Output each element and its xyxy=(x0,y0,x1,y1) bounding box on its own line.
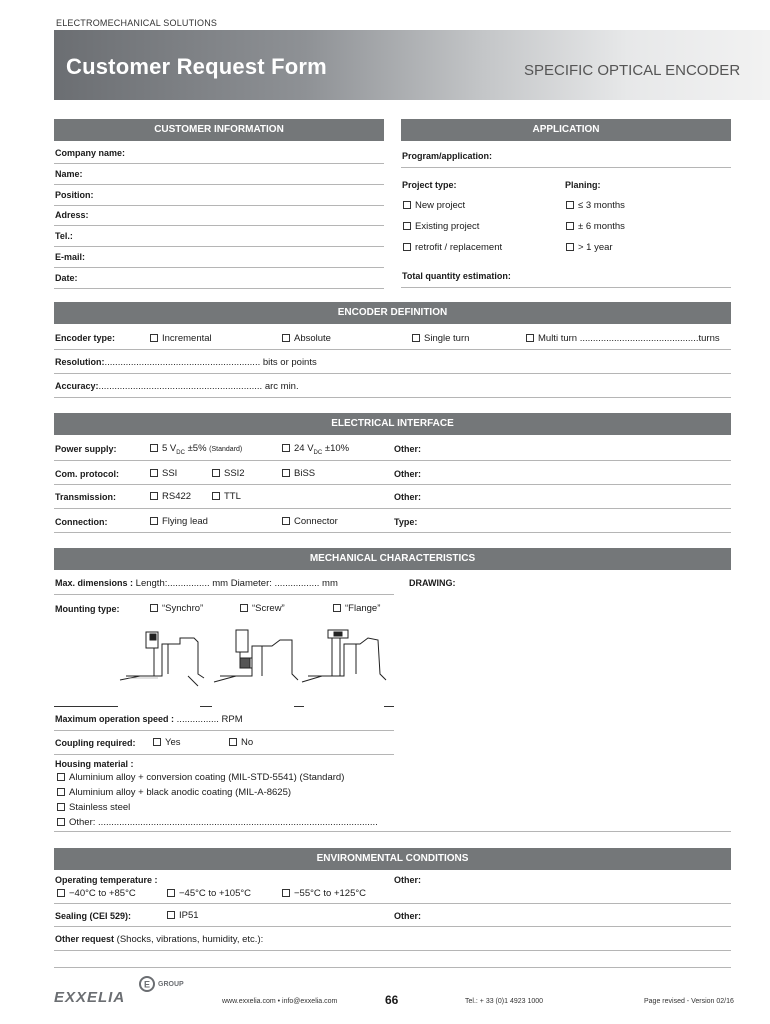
checkbox[interactable] xyxy=(282,517,290,525)
planing-option[interactable] xyxy=(566,242,613,253)
option-label: Other: .......................................................................................................... xyxy=(69,817,378,828)
option-label: −40°C to +85°C xyxy=(69,888,136,899)
temp-45-105-option[interactable] xyxy=(167,888,251,899)
accuracy-blank: .............................................................. arc min. xyxy=(98,381,299,392)
screw-mount-drawing xyxy=(212,628,302,688)
customer-field-divider xyxy=(54,267,384,268)
svg-text:E: E xyxy=(143,979,151,990)
temperature-other-label[interactable]: Other: xyxy=(394,875,421,885)
checkbox[interactable] xyxy=(153,738,161,746)
group-logo-icon xyxy=(138,975,156,993)
divider xyxy=(54,730,394,731)
checkbox[interactable] xyxy=(229,738,237,746)
option-label: BiSS xyxy=(294,468,316,479)
divider xyxy=(54,967,731,968)
divider xyxy=(54,950,731,951)
checkbox[interactable] xyxy=(150,469,158,477)
planing-label: Planing: xyxy=(565,180,601,190)
option-label: Existing project xyxy=(415,221,480,232)
accuracy-label: Accuracy: xyxy=(55,381,99,391)
environmental-conditions-header: ENVIRONMENTAL CONDITIONS xyxy=(54,848,731,870)
option-label: “Synchro” xyxy=(162,603,204,614)
sealing-ip51-option[interactable] xyxy=(167,910,199,921)
subscript: DC xyxy=(176,449,185,456)
option-label: “Screw” xyxy=(252,603,285,614)
transmission-label: Transmission: xyxy=(55,492,117,502)
customer-field-divider xyxy=(54,163,384,164)
divider xyxy=(54,532,731,533)
power-5v-option[interactable] xyxy=(150,443,242,456)
program-divider xyxy=(401,167,731,168)
option-label: IP51 xyxy=(179,910,199,921)
option-label: −55°C to +125°C xyxy=(294,888,367,899)
connection-label: Connection: xyxy=(55,517,108,527)
customer-field-divider xyxy=(54,184,384,185)
max-dimensions-field[interactable] xyxy=(55,578,338,589)
drawing-baseline xyxy=(384,706,394,707)
divider xyxy=(54,349,731,350)
sealing-label: Sealing (CEI 529): xyxy=(55,911,132,921)
housing-option[interactable] xyxy=(57,787,291,798)
power-other-label[interactable]: Other: xyxy=(394,444,421,454)
checkbox[interactable] xyxy=(403,201,411,209)
customer-field-label[interactable]: Position: xyxy=(55,189,94,200)
connection-flying-lead-option[interactable] xyxy=(150,516,208,527)
divider xyxy=(54,831,731,832)
temp-55-125-option[interactable] xyxy=(282,888,366,899)
resolution-field[interactable] xyxy=(55,357,317,368)
customer-field-label[interactable]: Adress: xyxy=(55,210,89,221)
transmission-other-label[interactable]: Other: xyxy=(394,492,421,502)
option-label: Connector xyxy=(294,516,338,527)
standard-note: (Standard) xyxy=(209,446,243,453)
checkbox[interactable] xyxy=(566,201,574,209)
option-tolerance: ±10% xyxy=(322,443,350,454)
dimensions-blank: Length:................ mm Diameter: ................. mm xyxy=(135,578,338,589)
checkbox[interactable] xyxy=(282,889,290,897)
encoder-single-turn-option[interactable] xyxy=(412,333,469,344)
checkbox[interactable] xyxy=(150,604,158,612)
option-label: > 1 year xyxy=(578,242,613,253)
page-subtitle: SPECIFIC OPTICAL ENCODER xyxy=(524,62,741,79)
option-label: Absolute xyxy=(294,333,331,344)
operating-temperature-label: Operating temperature : xyxy=(55,875,158,885)
drawing-label[interactable]: DRAWING: xyxy=(409,578,456,588)
checkbox[interactable] xyxy=(403,243,411,251)
footer-contact-web[interactable]: www.exxelia.com • info@exxelia.com xyxy=(222,998,338,1005)
option-label: Yes xyxy=(165,737,181,748)
project-type-label: Project type: xyxy=(402,180,457,190)
max-speed-label: Maximum operation speed : xyxy=(55,714,175,724)
option-label: ≤ 3 months xyxy=(578,200,625,211)
option-label: 5 V xyxy=(162,443,177,454)
checkbox[interactable] xyxy=(566,243,574,251)
page-number: 66 xyxy=(385,993,399,1007)
project-type-option[interactable] xyxy=(403,242,502,253)
accuracy-field[interactable] xyxy=(55,381,299,392)
connection-connector-option[interactable] xyxy=(282,516,338,527)
option-tolerance: ±5% xyxy=(184,443,207,454)
divider xyxy=(54,754,394,755)
mounting-screw-option[interactable] xyxy=(240,603,285,614)
mounting-synchro-option[interactable] xyxy=(150,603,203,614)
power-24v-option[interactable] xyxy=(282,443,349,456)
checkbox[interactable] xyxy=(212,492,220,500)
project-type-option[interactable] xyxy=(403,200,465,211)
divider xyxy=(54,926,731,927)
com-protocol-label: Com. protocol: xyxy=(55,469,119,479)
encoder-multi-turn-option[interactable] xyxy=(526,333,720,344)
housing-option[interactable] xyxy=(57,772,344,783)
option-label: −45°C to +105°C xyxy=(179,888,252,899)
encoder-incremental-option[interactable] xyxy=(150,333,212,344)
other-request-field[interactable] xyxy=(55,934,263,945)
speed-blank: ................ RPM xyxy=(176,714,243,725)
coupling-no-option[interactable] xyxy=(229,737,253,748)
option-label: Aluminium alloy + conversion coating (MIL-STD-5541) (Standard) xyxy=(69,772,345,783)
program-field-label[interactable]: Program/application: xyxy=(402,151,493,161)
planing-option[interactable] xyxy=(566,200,625,211)
option-label: retrofit / replacement xyxy=(415,242,503,253)
synchro-mount-drawing xyxy=(118,628,208,688)
customer-field-divider xyxy=(54,288,384,289)
option-label: Aluminium alloy + black anodic coating (MIL-A-8625) xyxy=(69,787,292,798)
checkbox[interactable] xyxy=(57,788,65,796)
checkbox[interactable] xyxy=(57,803,65,811)
checkbox[interactable] xyxy=(57,773,65,781)
divider xyxy=(54,484,731,485)
divider xyxy=(54,460,731,461)
checkbox[interactable] xyxy=(282,469,290,477)
encoder-absolute-option[interactable] xyxy=(282,333,331,344)
option-label: Multi turn .............................................turns xyxy=(538,333,720,344)
power-supply-label: Power supply: xyxy=(55,444,117,454)
temp-40-85-option[interactable] xyxy=(57,888,136,899)
checkbox[interactable] xyxy=(566,222,574,230)
divider xyxy=(54,397,731,398)
housing-option[interactable] xyxy=(57,802,130,813)
drawing-baseline xyxy=(294,706,304,707)
footer-revision: Page revised - Version 02/16 xyxy=(644,998,734,1005)
option-label: No xyxy=(241,737,254,748)
protocol-ssi2-option[interactable] xyxy=(212,468,245,479)
max-dimensions-label: Max. dimensions : xyxy=(55,578,134,588)
brand-logo: EXXELIA xyxy=(54,989,126,1006)
option-label: 24 V xyxy=(294,443,314,454)
checkbox[interactable] xyxy=(150,492,158,500)
electrical-interface-header: ELECTRICAL INTERFACE xyxy=(54,413,731,435)
divider xyxy=(54,508,731,509)
mounting-type-label: Mounting type: xyxy=(55,604,120,614)
customer-field-divider xyxy=(54,225,384,226)
customer-information-header: CUSTOMER INFORMATION xyxy=(54,119,384,141)
divider xyxy=(54,373,731,374)
checkbox[interactable] xyxy=(282,444,290,452)
flange-mount-drawing xyxy=(300,628,390,688)
checkbox[interactable] xyxy=(333,604,341,612)
customer-field-divider xyxy=(54,246,384,247)
quantity-divider xyxy=(401,287,731,288)
option-label: SSI xyxy=(162,468,178,479)
checkbox[interactable] xyxy=(212,469,220,477)
mounting-flange-option[interactable] xyxy=(333,603,380,614)
option-label: New project xyxy=(415,200,466,211)
footer-telephone: Tel.: + 33 (0)1 4923 1000 xyxy=(465,998,544,1005)
checkbox[interactable] xyxy=(167,889,175,897)
customer-field-label[interactable]: Company name: xyxy=(55,148,126,158)
other-request-label: Other request xyxy=(55,934,115,944)
option-label: “Flange” xyxy=(345,603,381,614)
drawing-baseline xyxy=(54,706,118,707)
customer-field-label[interactable]: Date: xyxy=(55,272,78,283)
checkbox[interactable] xyxy=(240,604,248,612)
planing-option[interactable] xyxy=(566,221,625,232)
protocol-biss-option[interactable] xyxy=(282,468,315,479)
housing-material-label: Housing material : xyxy=(55,759,134,769)
checkbox[interactable] xyxy=(167,911,175,919)
checkbox[interactable] xyxy=(412,334,420,342)
checkbox[interactable] xyxy=(150,334,158,342)
customer-field-label[interactable]: Tel.: xyxy=(55,231,73,242)
checkbox[interactable] xyxy=(526,334,534,342)
option-label: Single turn xyxy=(424,333,470,344)
project-type-option[interactable] xyxy=(403,221,479,232)
transmission-rs422-option[interactable] xyxy=(150,491,191,502)
resolution-label: Resolution: xyxy=(55,357,105,367)
checkbox[interactable] xyxy=(282,334,290,342)
option-label: ± 6 months xyxy=(578,221,625,232)
protocol-other-label[interactable]: Other: xyxy=(394,469,421,479)
protocol-ssi-option[interactable] xyxy=(150,468,177,479)
drawing-baseline xyxy=(200,706,212,707)
checkbox[interactable] xyxy=(150,517,158,525)
connection-type-label[interactable]: Type: xyxy=(394,517,418,527)
customer-field-label[interactable]: Name: xyxy=(55,168,83,179)
checkbox[interactable] xyxy=(57,818,65,826)
option-label: Stainless steel xyxy=(69,802,131,813)
other-request-note: (Shocks, vibrations, humidity, etc.): xyxy=(114,934,264,945)
coupling-yes-option[interactable] xyxy=(153,737,181,748)
encoder-type-label: Encoder type: xyxy=(55,333,116,343)
transmission-ttl-option[interactable] xyxy=(212,491,241,502)
resolution-blank: ........................................................... bits or points xyxy=(104,357,317,368)
encoder-definition-header: ENCODER DEFINITION xyxy=(54,302,731,324)
mechanical-characteristics-header: MECHANICAL CHARACTERISTICS xyxy=(54,548,731,570)
page-title: Customer Request Form xyxy=(66,54,327,79)
checkbox[interactable] xyxy=(57,889,65,897)
max-speed-field[interactable] xyxy=(55,714,243,725)
housing-option[interactable] xyxy=(57,817,378,828)
subscript: DC xyxy=(313,449,323,456)
application-header: APPLICATION xyxy=(401,119,731,141)
divider xyxy=(54,594,394,595)
sealing-other-label[interactable]: Other: xyxy=(394,911,421,921)
option-label: TTL xyxy=(224,491,241,502)
option-label: SSI2 xyxy=(224,468,245,479)
option-label: RS422 xyxy=(162,491,192,502)
total-quantity-label[interactable]: Total quantity estimation: xyxy=(402,271,511,281)
customer-field-divider xyxy=(54,205,384,206)
divider xyxy=(54,903,731,904)
coupling-required-label: Coupling required: xyxy=(55,738,136,748)
customer-field-label[interactable]: E-mail: xyxy=(55,252,86,262)
company-tagline: ELECTROMECHANICAL SOLUTIONS xyxy=(56,18,218,28)
option-label: Flying lead xyxy=(162,516,208,527)
checkbox[interactable] xyxy=(403,222,411,230)
checkbox[interactable] xyxy=(150,444,158,452)
group-label: GROUP xyxy=(158,981,184,988)
option-label: Incremental xyxy=(162,333,212,344)
